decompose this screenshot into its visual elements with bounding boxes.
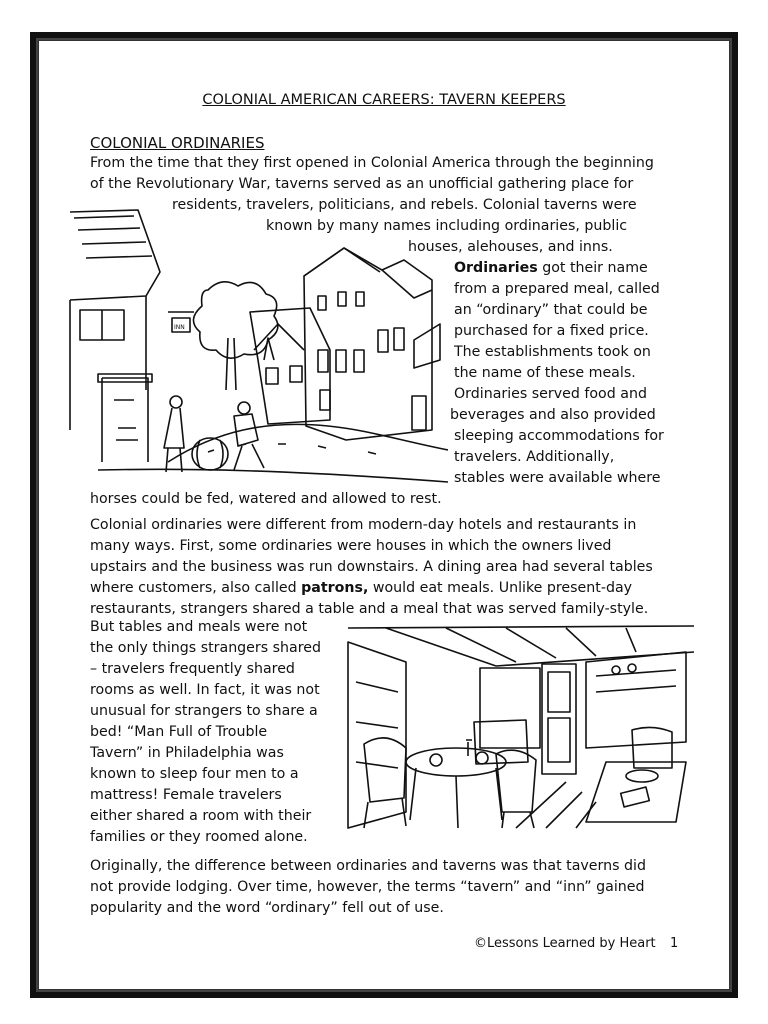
text-line: restaurants, strangers shared a table and a meal that was served family-style. [90,601,649,617]
text-line: Ordinaries got their name [454,260,648,276]
text-line: from a prepared meal, called [454,281,660,297]
text-line: of the Revolutionary War, taverns served as an unofficial gathering place for [90,176,634,192]
text-line: From the time that they first opened in Colonial America through the beginning [90,155,654,171]
inn-sign-text: INN [174,324,185,331]
page-number: 1 [670,936,679,951]
text-line: Tavern” in Philadelphia was [90,745,284,761]
text-line: where customers, also called patrons, would eat meals. Unlike present-day [90,580,633,596]
page-title: COLONIAL AMERICAN CAREERS: TAVERN KEEPERS [202,92,566,108]
village-street-illustration [68,200,448,490]
text-line: Originally, the difference between ordinaries and taverns was that taverns did [90,858,646,874]
text-line: But tables and meals were not [90,619,308,635]
text-line: families or they roomed alone. [90,829,308,845]
copyright-footer: ©Lessons Learned by Heart [474,936,656,951]
text-line: The establishments took on [454,344,651,360]
section-heading: COLONIAL ORDINARIES [90,134,265,152]
text-line: Ordinaries served food and [454,386,647,402]
term-patrons: patrons, [301,580,369,596]
text-line: the name of these meals. [454,365,636,381]
text-line: many ways. First, some ordinaries were houses in which the owners lived [90,538,612,554]
text-line: stables were available where [454,470,661,486]
text-line: unusual for strangers to share a [90,703,318,719]
text-line: purchased for a fixed price. [454,323,649,339]
text-line: the only things strangers shared [90,640,321,656]
tavern-interior-illustration [346,622,696,832]
text-line: travelers. Additionally, [454,449,615,465]
text-line: horses could be fed, watered and allowed to rest. [90,491,442,507]
text-line: popularity and the word “ordinary” fell out of use. [90,900,444,916]
text-line: sleeping accommodations for [454,428,664,444]
text-line: upstairs and the business was run downstairs. A dining area had several tables [90,559,653,575]
text-line: rooms as well. In fact, it was not [90,682,320,698]
text-line: either shared a room with their [90,808,312,824]
text-line: Colonial ordinaries were different from modern-day hotels and restaurants in [90,517,637,533]
text-line: not provide lodging. Over time, however, the terms “tavern” and “inn” gained [90,879,645,895]
text-line: an “ordinary” that could be [454,302,648,318]
text-line: bed! “Man Full of Trouble [90,724,268,740]
text-line: known to sleep four men to a [90,766,299,782]
term-ordinaries: Ordinaries [454,260,538,276]
text-line: – travelers frequently shared [90,661,295,677]
text-line: known by many names including ordinaries, public [266,218,628,234]
text-line: residents, travelers, politicians, and rebels. Colonial taverns were [172,197,637,213]
text-line: beverages and also provided [450,407,656,423]
text-line: houses, alehouses, and inns. [408,239,613,255]
text-line: mattress! Female travelers [90,787,282,803]
